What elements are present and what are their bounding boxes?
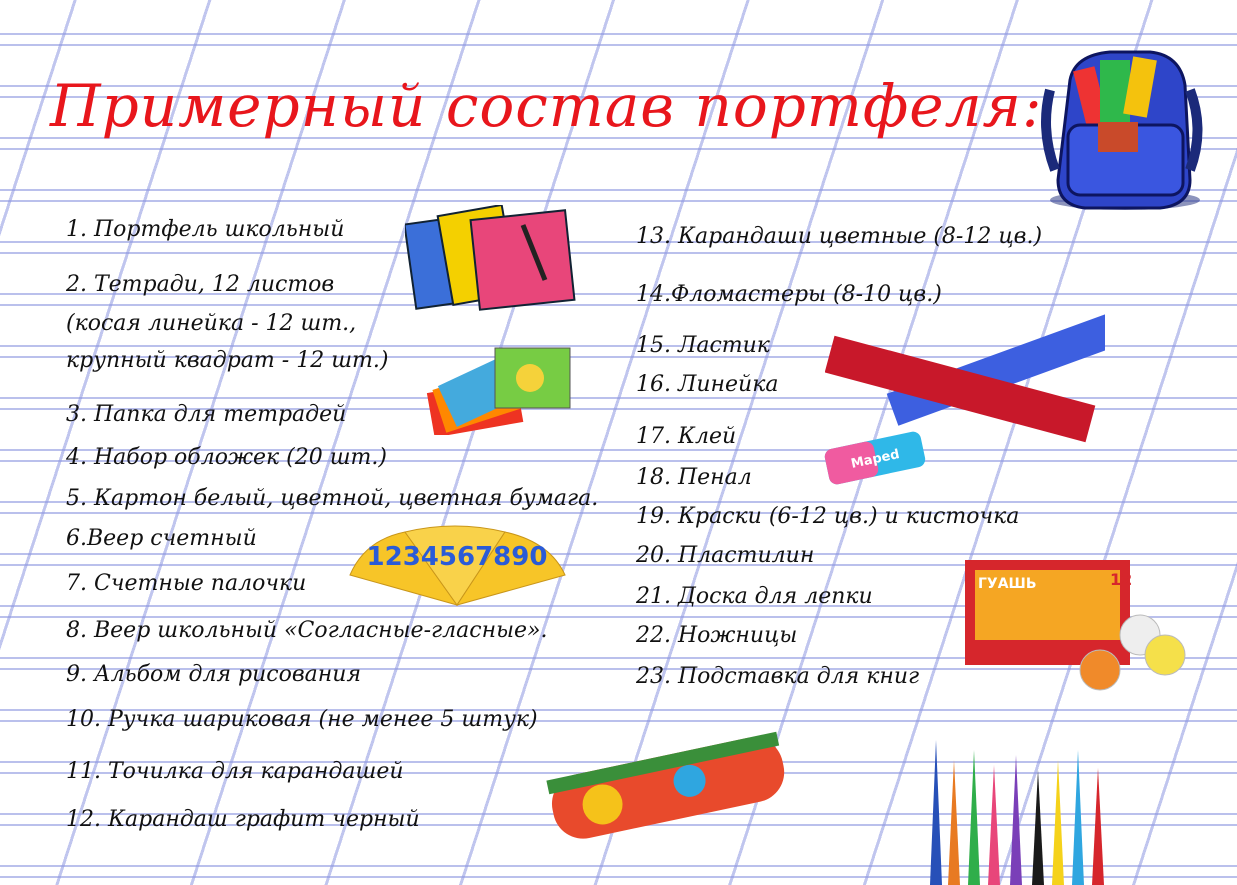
list-item: (косая линейка - 12 шт., — [66, 311, 357, 336]
list-item: 4. Набор обложек (20 шт.) — [66, 445, 387, 470]
page-title: Примерный состав портфеля: — [50, 72, 1043, 140]
counting-fan-illustration — [345, 520, 570, 610]
paint-box-brand: ГУАШЬ — [978, 576, 1037, 592]
list-item: 9. Альбом для рисования — [66, 662, 362, 687]
list-item: 21. Доска для лепки — [636, 584, 873, 609]
backpack-illustration — [1040, 30, 1205, 215]
list-item: 16. Линейка — [636, 372, 779, 397]
covers-illustration — [425, 340, 580, 435]
eraser-illustration — [818, 428, 933, 488]
list-item: 15. Ластик — [636, 333, 770, 358]
list-item: 14.Фломастеры (8-10 цв.) — [636, 282, 942, 307]
list-item: 8. Веер школьный «Согласные-гласные». — [66, 618, 548, 643]
paint-box-count: 12 — [1110, 570, 1133, 589]
eraser-brand: Maped — [849, 447, 901, 472]
list-item: крупный квадрат - 12 шт.) — [66, 348, 389, 373]
list-item: 19. Краски (6-12 цв.) и кисточка — [636, 504, 1020, 529]
pencils-illustration — [920, 740, 1140, 885]
list-item: 5. Картон белый, цветной, цветная бумага. — [66, 486, 599, 511]
paint-box-illustration — [960, 555, 1190, 695]
list-item: 6.Веер счетный — [66, 526, 257, 551]
notebooks-illustration — [405, 205, 580, 315]
list-item: 20. Пластилин — [636, 543, 815, 568]
list-item: 13. Карандаши цветные (8-12 цв.) — [636, 224, 1043, 249]
list-item: 7. Счетные палочки — [66, 571, 307, 596]
list-item: 18. Пенал — [636, 465, 752, 490]
pencil-case-illustration — [540, 725, 800, 840]
fan-digits: 1234567890 — [366, 542, 548, 572]
list-item: 12. Карандаш графит черный — [66, 807, 420, 832]
list-item: 17. Клей — [636, 424, 737, 449]
list-item: 1. Портфель школьный — [66, 217, 345, 242]
list-item: 2. Тетради, 12 листов — [66, 272, 335, 297]
list-item: 23. Подставка для книг — [636, 664, 920, 689]
list-item: 11. Точилка для карандашей — [66, 759, 404, 784]
list-item: 10. Ручка шариковая (не менее 5 штук) — [66, 707, 538, 732]
list-item: 3. Папка для тетрадей — [66, 402, 347, 427]
list-item: 22. Ножницы — [636, 623, 798, 648]
